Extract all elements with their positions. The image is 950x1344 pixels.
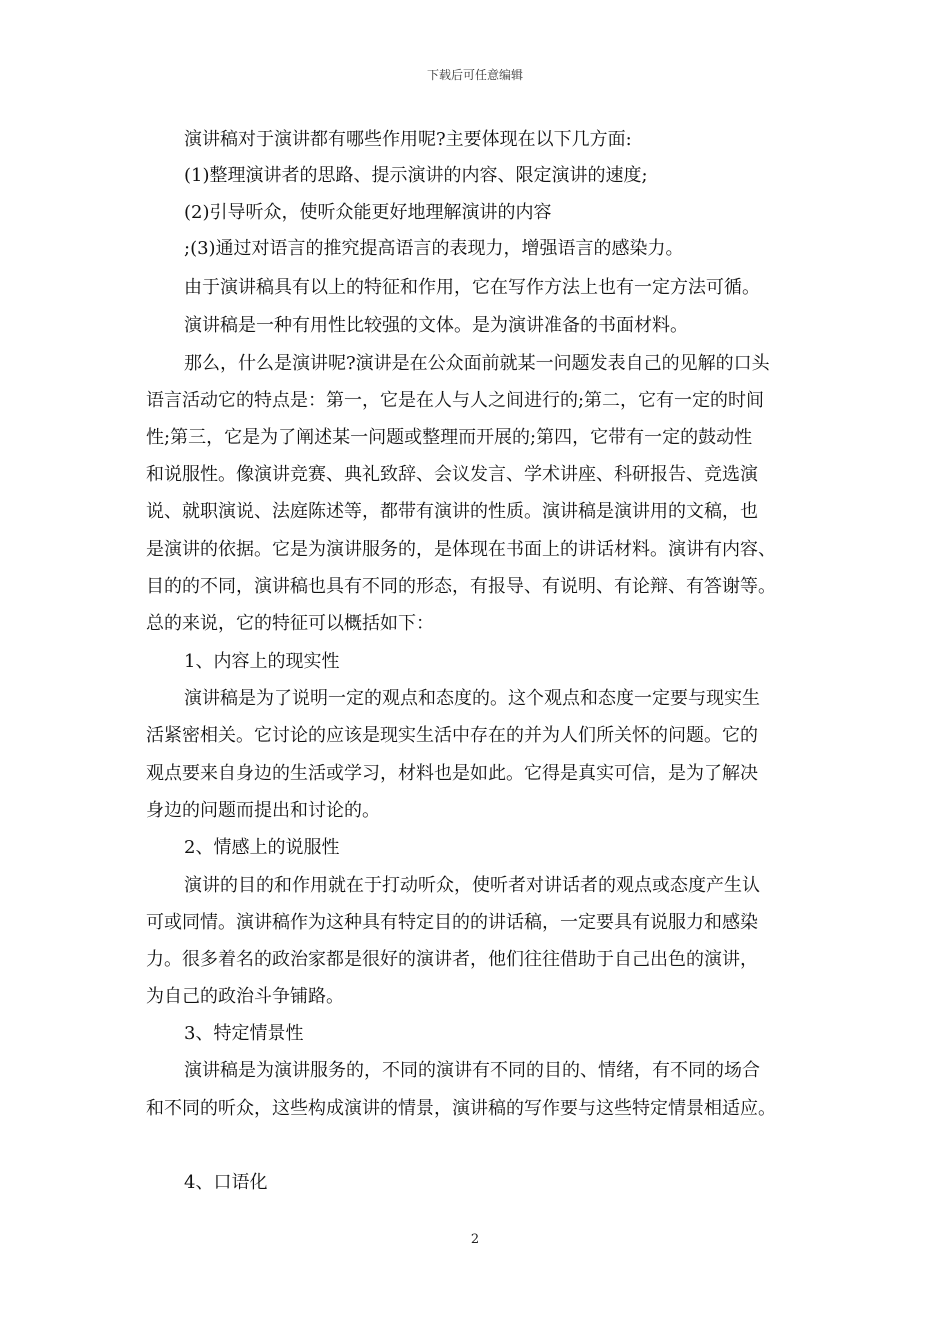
text-line: 目的的不同，演讲稿也具有不同的形态，有报导、有说明、有论辩、有答谢等。 (146, 576, 776, 597)
section-heading: 1、内容上的现实性 (184, 651, 340, 672)
text-line: 语言活动它的特点是：第一，它是在人与人之间进行的;第二，它有一定的时间 (146, 390, 765, 411)
page-header: 下载后可任意编辑 (426, 68, 523, 82)
text-line: 演讲稿是一种有用性比较强的文体。是为演讲准备的书面材料。 (184, 315, 688, 336)
text-line: 和不同的听众，这些构成演讲的情景，演讲稿的写作要与这些特定情景相适应。 (146, 1098, 776, 1119)
section-heading: 2、情感上的说服性 (184, 837, 340, 858)
text-line: (1)整理演讲者的思路、提示演讲的内容、限定演讲的速度; (184, 165, 648, 186)
text-line: 由于演讲稿具有以上的特征和作用，它在写作方法上也有一定方法可循。 (184, 277, 760, 298)
text-line: 活紧密相关。它讨论的应该是现实生活中存在的并为人们所关怀的问题。它的 (146, 725, 758, 746)
section-heading: 4、口语化 (184, 1172, 268, 1193)
text-line: (2)引导听众，使听众能更好地理解演讲的内容 (184, 202, 552, 223)
text-line: 总的来说，它的特征可以概括如下： (146, 613, 434, 634)
text-line: 说、就职演说、法庭陈述等，都带有演讲的性质。演讲稿是演讲用的文稿，也 (146, 501, 758, 522)
text-line: 演讲稿是为演讲服务的，不同的演讲有不同的目的、情绪，有不同的场合 (184, 1060, 760, 1081)
text-line: ;(3)通过对语言的推究提高语言的表现力，增强语言的感染力。 (184, 238, 684, 259)
text-line: 演讲的目的和作用就在于打动听众，使听者对讲话者的观点或态度产生认 (184, 875, 760, 896)
text-line: 力。很多着名的政治家都是很好的演讲者，他们往往借助于自己出色的演讲， (146, 949, 758, 970)
text-line: 观点要来自身边的生活或学习，材料也是如此。它得是真实可信，是为了解决 (146, 763, 758, 784)
section-heading: 3、特定情景性 (184, 1023, 304, 1044)
text-line: 身边的问题而提出和讨论的。 (146, 800, 380, 821)
page-number: 2 (470, 1232, 480, 1247)
text-line: 演讲稿对于演讲都有哪些作用呢?主要体现在以下几方面: (184, 129, 632, 150)
text-line: 为自己的政治斗争铺路。 (146, 986, 344, 1007)
text-line: 是演讲的依据。它是为演讲服务的，是体现在书面上的讲话材料。演讲有内容、 (146, 539, 776, 560)
text-line: 和说服性。像演讲竞赛、典礼致辞、会议发言、学术讲座、科研报告、竞选演 (146, 464, 758, 485)
text-line: 演讲稿是为了说明一定的观点和态度的。这个观点和态度一定要与现实生 (184, 688, 760, 709)
text-line: 可或同情。演讲稿作为这种具有特定目的的讲话稿，一定要具有说服力和感染 (146, 912, 758, 933)
text-line: 那么，什么是演讲呢?演讲是在公众面前就某一问题发表自己的见解的口头 (184, 353, 770, 374)
text-line: 性;第三，它是为了阐述某一问题或整理而开展的;第四，它带有一定的鼓动性 (146, 427, 753, 448)
